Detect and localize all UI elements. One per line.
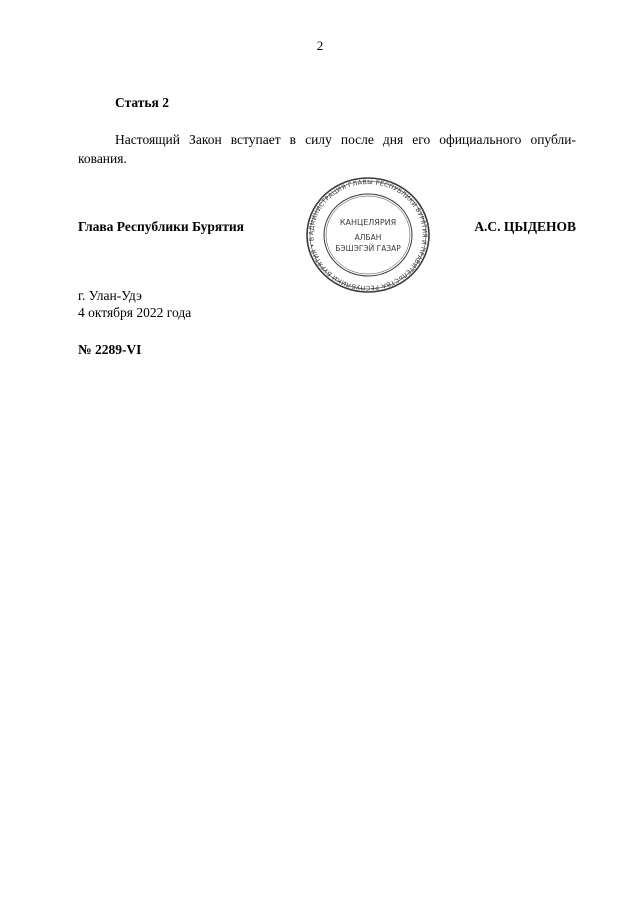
law-number: № 2289-VI xyxy=(78,342,142,357)
article-heading: Статья 2 xyxy=(115,95,169,110)
page-number: 2 xyxy=(316,38,324,53)
article-body-line1: Настоящий Закон вступает в силу после дня его официального опубли- xyxy=(115,132,576,147)
city: г. Улан-Удэ xyxy=(78,288,142,303)
seal-line1: КАНЦЕЛЯРИЯ xyxy=(339,218,397,227)
article-body-line2: кования. xyxy=(78,151,127,166)
article-body xyxy=(78,130,576,168)
seal-line3: БЭШЭГЭЙ ГАЗАР xyxy=(335,244,401,253)
seal-line2: АЛБАН xyxy=(354,233,382,242)
signer-title: Глава Республики Бурятия xyxy=(78,219,244,234)
signing-date: 4 октября 2022 года xyxy=(78,305,192,320)
official-seal xyxy=(303,175,433,295)
signer-name: А.С. ЦЫДЕНОВ xyxy=(474,219,576,234)
seal-outer-text: АДМИНИСТРАЦИЯ ГЛАВЫ РЕСПУБЛИКИ БУРЯТИЯ И ПРАВИТЕЛЬСТВА РЕСПУБЛИКИ БУРЯТИЯ • Б xyxy=(308,179,428,291)
